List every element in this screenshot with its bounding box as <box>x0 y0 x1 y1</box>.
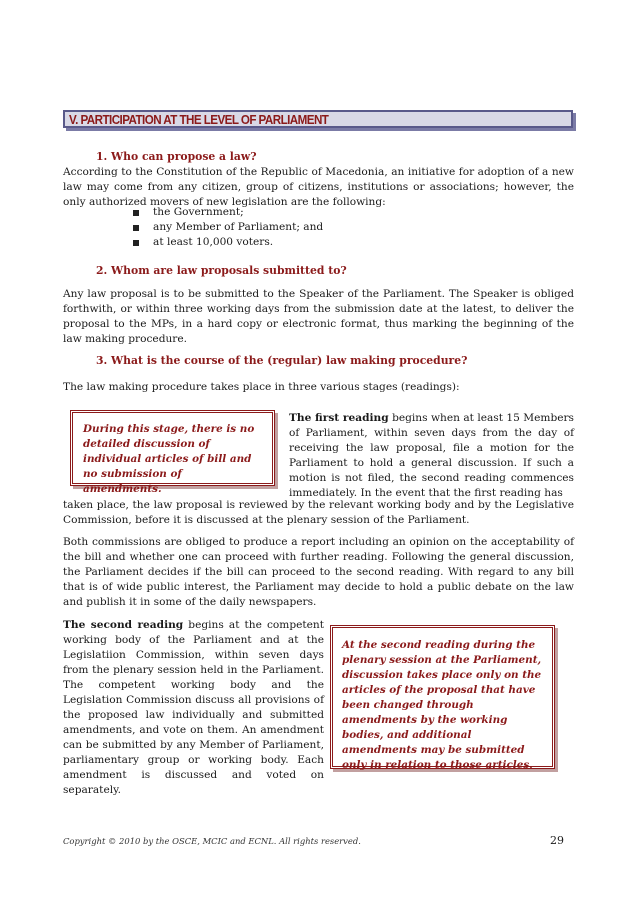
second-reading-paragraph <box>63 618 324 798</box>
first-reading-text: begins when at least 15 Members of Parliament, within seven days from the day of receiving the law proposal, file a motion for the Parliament to hold a general discussion. If such a motion is not filed, the second reading commences immediately. In the event that the first reading has <box>289 412 574 499</box>
list-item: any Member of Parliament; and <box>133 220 323 235</box>
first-reading-continued: taken place, the law proposal is reviewed by the relevant working body and by the Legislative Commission, before it is discussed at the plenary session of the Parliament. <box>63 499 574 526</box>
list-item: at least 10,000 voters. <box>133 235 323 250</box>
footer-copyright: Copyright © 2010 by the OSCE, MCIC and ECNL. All rights reserved. <box>63 836 361 846</box>
question-3-heading: 3. What is the course of the (regular) law making procedure? <box>96 354 468 367</box>
list-item: the Government; <box>133 205 323 220</box>
first-reading-label: The first reading <box>289 412 389 424</box>
commissions-paragraph: Both commissions are obliged to produce a report including an opinion on the acceptability of the bill and whether one can proceed with further reading. Following the general discussion, the Parliament decides if the bill can proceed to the second reading. With regard to any bill that is of wide public interest, the Parliament may decide to hold a public debate on the law and publish it in some of the daily newspapers. <box>63 536 574 608</box>
callout-text: At the second reading during the plenary session at the Parliament, discussion takes place only on the articles of the proposal that have been changed through amendments by the working bodies, and additional amendments may be submitted only in relation to those articles. <box>342 639 542 771</box>
question-1-text: According to the Constitution of the Republic of Macedonia, an initiative for adoption of a new law may come from any citizen, group of citizens, institutions or associations; however, the only authorized movers of new legislation are the following: <box>63 166 574 208</box>
question-2-heading: 2. Whom are law proposals submitted to? <box>96 264 347 277</box>
question-2-text: Any law proposal is to be submitted to the Speaker of the Parliament. The Speaker is obliged forthwith, or within three working days from the submission date at the latest, to deliver the proposal to the MPs, in a hard copy or electronic format, thus marking the beginning of the law making procedure. <box>63 288 574 345</box>
procedure-intro: The law making procedure takes place in three various stages (readings): <box>63 381 460 393</box>
callout-first-reading <box>70 410 275 495</box>
page-number: 29 <box>550 834 564 847</box>
question-1-heading: 1. Who can propose a law? <box>96 150 257 163</box>
first-reading-paragraph <box>289 411 574 501</box>
callout-second-reading <box>330 625 555 769</box>
section-title: V. PARTICIPATION AT THE LEVEL OF PARLIAMENT <box>69 113 329 127</box>
callout-text: During this stage, there is no detailed discussion of individual articles of bill and no submission of amendments. <box>83 423 255 495</box>
second-reading-text: begins at the competent working body of the Parliament and at the Legislatiion Commission, within seven days from the plenary session held in the Parliament. The competent working body and the Legislation Commission discuss all provisions of the proposed law individually and submitted amendments, and vote on them. An amendment can be submitted by any Member of Parliament, parliamentary group or working body. Each amendment is discussed and voted on separately. <box>63 619 325 796</box>
second-reading-label: The second reading <box>63 619 184 631</box>
section-header <box>63 110 573 128</box>
movers-list <box>133 205 323 250</box>
